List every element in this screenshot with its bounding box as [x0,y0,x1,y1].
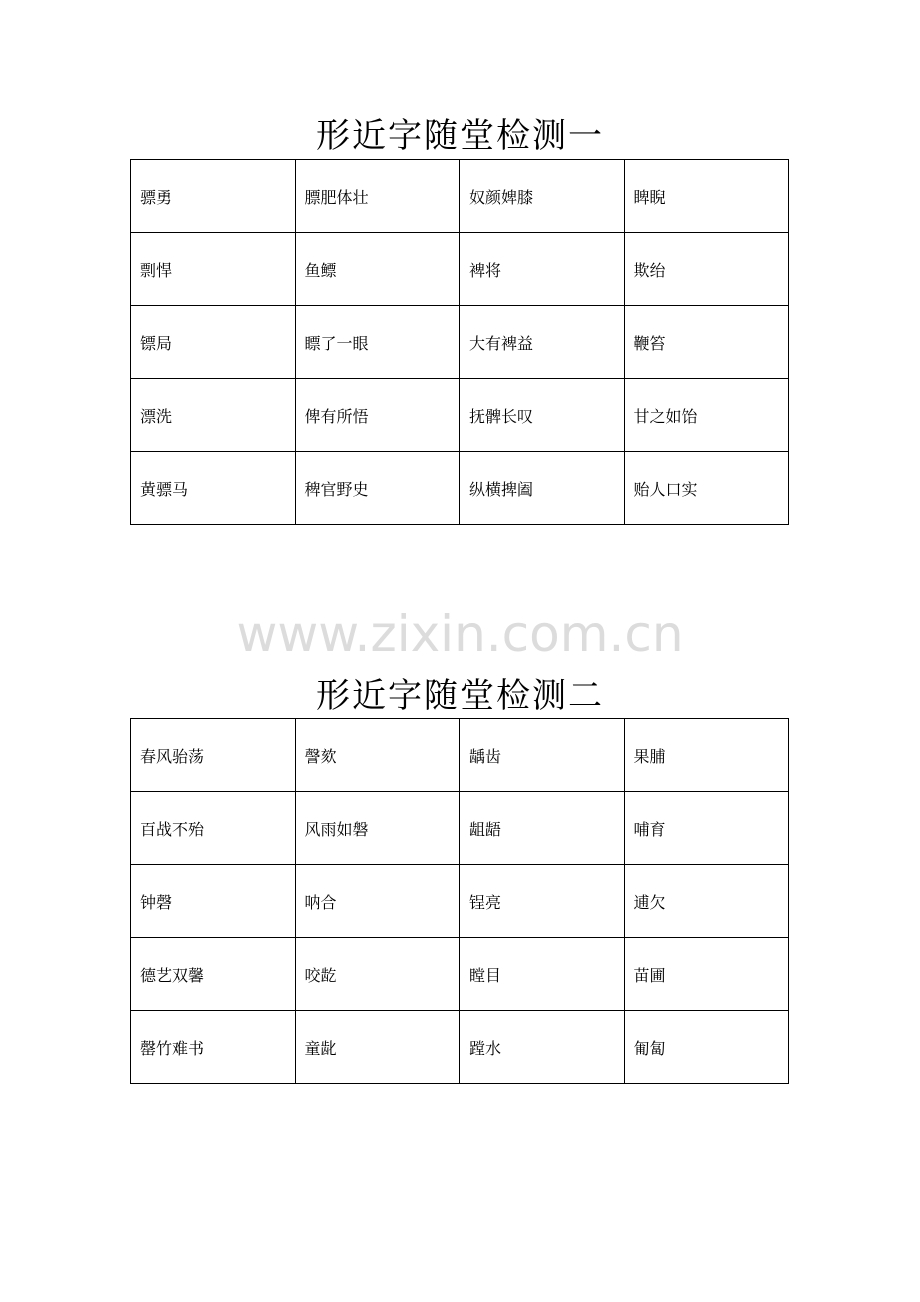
page-title-1: 形近字随堂检测一 [316,116,604,156]
table-cell: 咬龁 [295,938,460,1011]
table-cell: 謦欬 [295,719,460,792]
table-cell: 哺育 [624,792,789,865]
table-cell: 抚髀长叹 [460,379,625,452]
table-cell: 龃龉 [460,792,625,865]
table-cell: 百战不殆 [131,792,296,865]
table-cell: 童龀 [295,1011,460,1084]
table-cell: 瞠目 [460,938,625,1011]
table-row [131,865,789,938]
table-cell: 春风骀荡 [131,719,296,792]
quiz-table-1 [130,159,789,525]
table-cell: 锃亮 [460,865,625,938]
table-cell: 剽悍 [131,233,296,306]
table-cell: 瞟了一眼 [295,306,460,379]
table-cell: 黄骠马 [131,452,296,525]
table-cell: 裨将 [460,233,625,306]
quiz-table-2 [130,718,789,1084]
table-row [131,160,789,233]
table-cell: 罄竹难书 [131,1011,296,1084]
table-cell: 龋齿 [460,719,625,792]
table-cell: 漂洗 [131,379,296,452]
table-cell: 俾有所悟 [295,379,460,452]
table-cell: 稗官野史 [295,452,460,525]
table-row [131,452,789,525]
table-row [131,719,789,792]
table-cell: 风雨如磐 [295,792,460,865]
table-cell: 镖局 [131,306,296,379]
watermark: www.zixin.com.cn [236,605,684,663]
table-cell: 匍匐 [624,1011,789,1084]
table-cell: 贻人口实 [624,452,789,525]
table-cell: 鱼鳔 [295,233,460,306]
table-cell: 鞭笞 [624,306,789,379]
table-cell: 蹚水 [460,1011,625,1084]
table-cell: 甘之如饴 [624,379,789,452]
page-title-2: 形近字随堂检测二 [316,676,604,716]
table-row [131,379,789,452]
table-cell: 睥睨 [624,160,789,233]
table-row [131,1011,789,1084]
table-cell: 呐合 [295,865,460,938]
table-cell: 钟磬 [131,865,296,938]
table-cell: 骠勇 [131,160,296,233]
table-row [131,306,789,379]
table-cell: 欺绐 [624,233,789,306]
table-row [131,938,789,1011]
table-row [131,233,789,306]
table-cell: 纵横捭阖 [460,452,625,525]
table-cell: 果脯 [624,719,789,792]
table-cell: 膘肥体壮 [295,160,460,233]
table-cell: 苗圃 [624,938,789,1011]
table-cell: 大有裨益 [460,306,625,379]
table-row [131,792,789,865]
table-cell: 逋欠 [624,865,789,938]
table-cell: 德艺双馨 [131,938,296,1011]
table-cell: 奴颜婢膝 [460,160,625,233]
